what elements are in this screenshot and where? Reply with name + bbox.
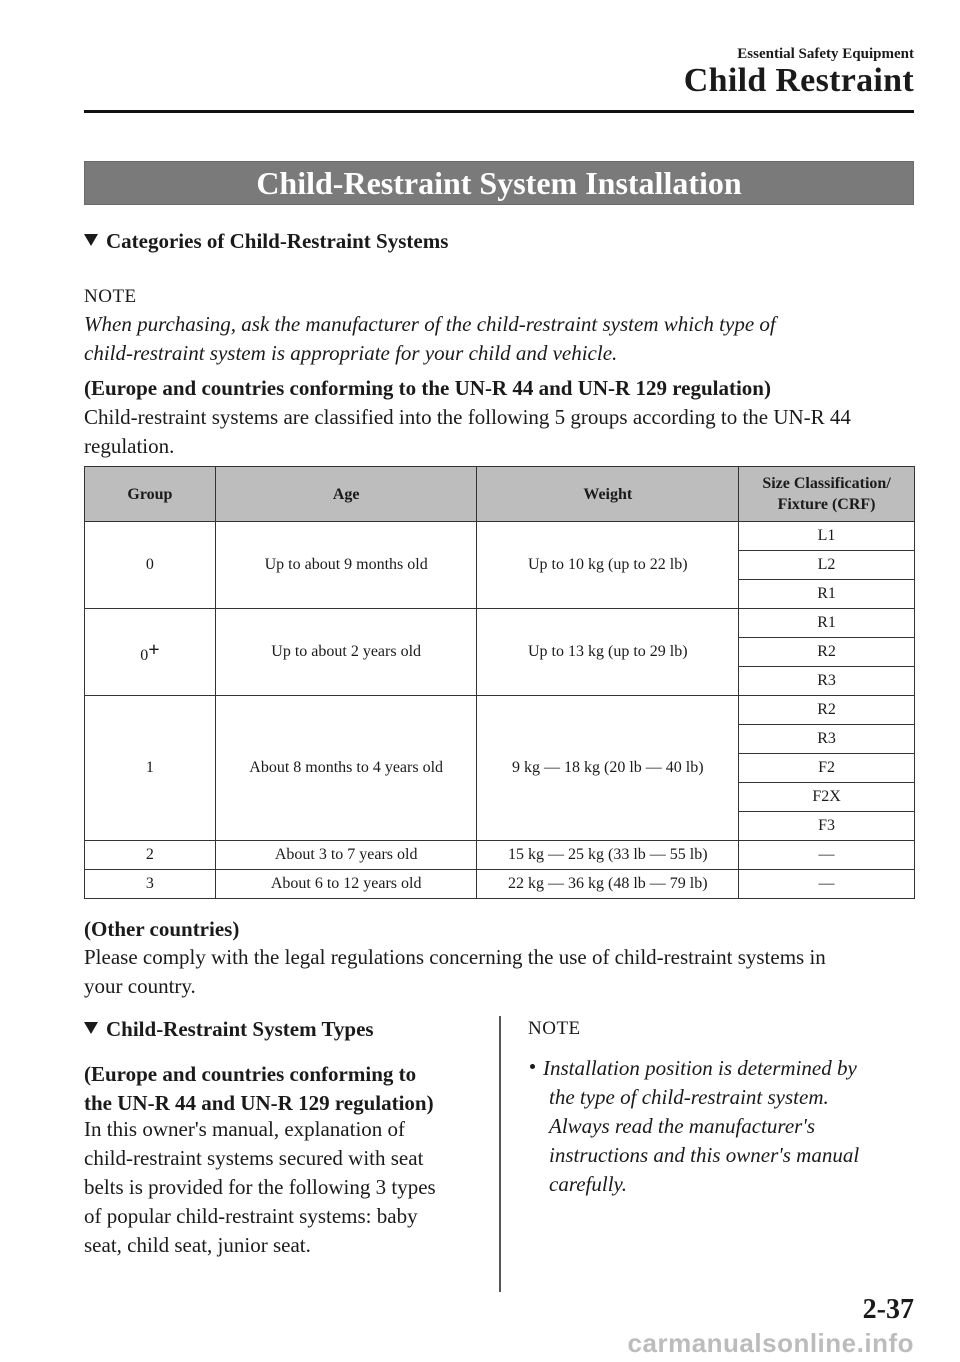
header-age: Age: [215, 467, 477, 522]
group-cell: 0: [85, 522, 216, 609]
age-cell: About 8 months to 4 years old: [215, 696, 477, 841]
types-subheading: [84, 1060, 434, 1118]
size-cell: L2: [739, 551, 915, 580]
age-cell: Up to about 2 years old: [215, 609, 477, 696]
table-header-row: [85, 467, 915, 522]
types-subheading-line: the UN-R 44 and UN-R 129 regulation): [84, 1091, 434, 1115]
types-heading: [84, 1017, 374, 1042]
note-label: NOTE: [84, 286, 137, 307]
size-cell: F2: [739, 754, 915, 783]
header-weight: Weight: [477, 467, 739, 522]
weight-cell: 15 kg — 25 kg (33 lb — 55 lb): [477, 841, 739, 870]
triangle-bullet-icon: [84, 1022, 98, 1034]
section-banner: Child-Restraint System Installation: [84, 161, 914, 205]
size-cell: R1: [739, 580, 915, 609]
table-row: [85, 609, 915, 638]
size-cell: F2X: [739, 783, 915, 812]
weight-cell: Up to 13 kg (up to 29 lb): [477, 609, 739, 696]
types-body-line: seat, child seat, junior seat.: [84, 1233, 311, 1257]
column-divider: [499, 1016, 501, 1292]
weight-cell: 9 kg — 18 kg (20 lb — 40 lb): [477, 696, 739, 841]
right-note-text: [530, 1054, 859, 1199]
size-cell: R2: [739, 638, 915, 667]
size-cell: F3: [739, 812, 915, 841]
table-row: [85, 841, 915, 870]
europe-text: [84, 403, 851, 461]
size-cell: R1: [739, 609, 915, 638]
header-rule: [84, 110, 914, 113]
other-countries-heading: (Other countries): [84, 917, 240, 941]
right-note-line: instructions and this owner's manual: [549, 1143, 860, 1167]
weight-cell: Up to 10 kg (up to 22 lb): [477, 522, 739, 609]
right-note-line: carefully.: [549, 1172, 627, 1196]
note-line: child-restraint system is appropriate for your child and vehicle.: [84, 341, 618, 365]
categories-heading: [84, 229, 448, 254]
size-cell: —: [739, 870, 915, 899]
size-cell: —: [739, 841, 915, 870]
group-table: [84, 466, 915, 899]
size-cell: R2: [739, 696, 915, 725]
plus-mark: +: [148, 639, 160, 661]
other-line: your country.: [84, 974, 196, 998]
right-note-line: the type of child-restraint system.: [549, 1085, 829, 1109]
note-line: When purchasing, ask the manufacturer of the child-restraint system which type of: [84, 312, 776, 336]
size-cell: R3: [739, 667, 915, 696]
triangle-bullet-icon: [84, 234, 98, 246]
size-cell: R3: [739, 725, 915, 754]
note-text: [84, 310, 776, 368]
types-body-line: belts is provided for the following 3 types: [84, 1175, 436, 1199]
table-row: [85, 696, 915, 725]
group-cell: 3: [85, 870, 216, 899]
other-countries-text: [84, 943, 826, 1001]
age-cell: About 3 to 7 years old: [215, 841, 477, 870]
types-heading-text: Child-Restraint System Types: [106, 1017, 374, 1041]
watermark: carmanualsonline.info: [627, 1328, 914, 1358]
types-body-line: In this owner's manual, explanation of: [84, 1117, 406, 1141]
size-cell: L1: [739, 522, 915, 551]
types-body-line: of popular child-restraint systems: baby: [84, 1204, 418, 1228]
europe-line: regulation.: [84, 434, 175, 458]
section-title: Child Restraint: [683, 62, 914, 99]
types-body-line: child-restraint systems secured with seat: [84, 1146, 424, 1170]
group-cell: 2: [85, 841, 216, 870]
group-cell: 0+: [85, 609, 216, 696]
bullet-icon: [530, 1064, 535, 1069]
right-note-line: Installation position is determined by: [530, 1054, 859, 1083]
europe-line: Child-restraint systems are classified into the following 5 groups according to the UN-R 44: [84, 405, 851, 429]
weight-cell: 22 kg — 36 kg (48 lb — 79 lb): [477, 870, 739, 899]
right-note-label: NOTE: [528, 1018, 581, 1039]
chapter-title: Essential Safety Equipment: [737, 46, 914, 62]
group-cell: 1: [85, 696, 216, 841]
right-note-line: Always read the manufacturer's: [549, 1114, 815, 1138]
europe-heading: (Europe and countries conforming to the UN-R 44 and UN-R 129 regulation): [84, 376, 771, 400]
header-size-classification: Size Classification/ Fixture (CRF): [739, 467, 915, 522]
table-row: [85, 522, 915, 551]
types-body: [84, 1115, 436, 1260]
age-cell: About 6 to 12 years old: [215, 870, 477, 899]
age-cell: Up to about 9 months old: [215, 522, 477, 609]
types-subheading-line: (Europe and countries conforming to: [84, 1062, 417, 1086]
table-row: [85, 870, 915, 899]
categories-heading-text: Categories of Child-Restraint Systems: [106, 229, 449, 253]
header-group: Group: [85, 467, 216, 522]
other-line: Please comply with the legal regulations concerning the use of child-restraint systems in: [84, 945, 826, 969]
page-number: 2-37: [862, 1294, 914, 1325]
